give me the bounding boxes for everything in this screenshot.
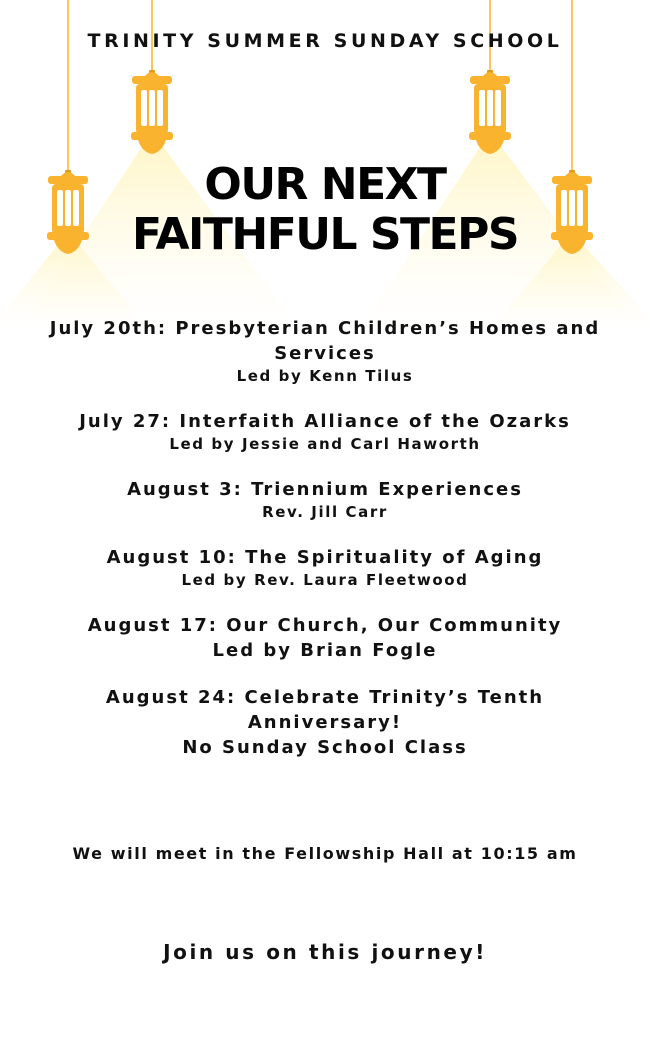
page-title: [0, 160, 650, 260]
schedule-item: [30, 613, 620, 663]
school-name: TRINITY SUMMER SUNDAY SCHOOL: [87, 30, 563, 52]
meeting-info: We will meet in the Fellowship Hall at 10:15 am: [72, 844, 578, 863]
schedule-item: [30, 477, 620, 523]
event-title: August 3: Triennium Experiences: [127, 479, 523, 500]
event-title: July 27: Interfaith Alliance of the Ozarks: [79, 411, 571, 432]
lantern-icon: [131, 70, 173, 154]
event-leader: Rev. Jill Carr: [262, 503, 388, 521]
lantern-icon: [469, 70, 511, 154]
event-leader: Led by Jessie and Carl Haworth: [169, 435, 481, 453]
event-leader: Led by Brian Fogle: [212, 640, 438, 661]
schedule-list: [30, 316, 620, 782]
headline-line-2: FAITHFUL STEPS: [131, 209, 519, 260]
event-leader: Led by Rev. Laura Fleetwood: [181, 571, 469, 589]
event-leader: Led by Kenn Tilus: [236, 367, 414, 385]
schedule-item: [30, 545, 620, 591]
event-leader: No Sunday School Class: [182, 737, 468, 758]
event-title: August 24: Celebrate Trinity’s Tenth Anniversary!: [105, 687, 545, 733]
event-title: August 10: The Spirituality of Aging: [106, 547, 544, 568]
schedule-item: [30, 409, 620, 455]
event-title: July 20th: Presbyterian Children’s Homes and Services: [49, 318, 601, 364]
closing-message: Join us on this journey!: [163, 940, 487, 964]
schedule-item: [30, 685, 620, 760]
schedule-item: [30, 316, 620, 387]
headline-line-1: OUR NEXT: [204, 159, 446, 210]
event-title: August 17: Our Church, Our Community: [87, 615, 563, 636]
